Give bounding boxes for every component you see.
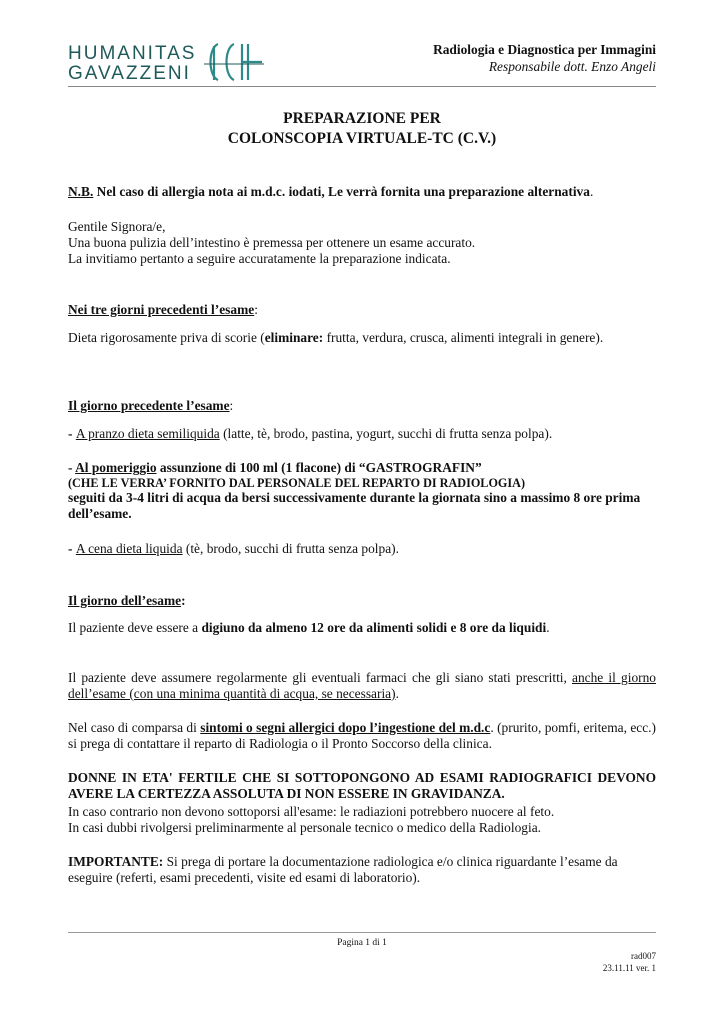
three-days-diet <box>68 330 656 346</box>
women-warning <box>68 770 656 802</box>
fasting-post: . <box>546 620 550 635</box>
intro-line-2: La invitiamo pertanto a seguire accuratamente la preparazione indicata. <box>68 251 451 266</box>
allergy-pre: Nel caso di comparsa di <box>68 720 201 735</box>
medication-post: . <box>395 686 399 701</box>
afternoon-note: (CHE LE VERRA’ FORNITO DAL PERSONALE DEL REPARTO DI RADIOLOGIA) <box>68 476 526 490</box>
women-line-1: In caso contrario non devono sottoporsi all'esame: le radiazioni potrebbero nuocere al feto. <box>68 804 555 819</box>
medication-instruction <box>68 670 656 702</box>
nb-note <box>68 184 656 200</box>
fasting-instruction <box>68 620 656 636</box>
header-rule <box>68 86 656 87</box>
footer-meta <box>603 950 656 974</box>
allergy-bold: sintomi o segni allergici dopo l’ingestione del m.d.c <box>200 720 491 735</box>
fasting-pre: Il paziente deve essere a <box>68 620 202 635</box>
medication-pre: Il paziente deve assumere regolarmente gli eventuali farmaci che gli siano stati prescritti, <box>68 670 573 685</box>
day-before-heading-text: Il giorno precedente l’esame <box>68 398 230 413</box>
greeting: Gentile Signora/e, <box>68 219 166 234</box>
doc-code: rad007 <box>631 951 656 961</box>
dinner-instruction <box>68 541 656 557</box>
nb-end: . <box>589 184 594 199</box>
logo <box>68 40 268 86</box>
nb-label: N.B. <box>68 184 94 199</box>
important-text: Si prega di portare la documentazione radiologica e/o clinica riguardante l’esame da eseguire (referti, esami precedenti, visite ed esami di laboratorio). <box>68 854 618 885</box>
doc-version: 23.11.11 ver. 1 <box>602 963 656 973</box>
diet-eliminate: eliminare: <box>264 330 324 345</box>
lunch-instruction <box>68 426 656 442</box>
footer-rule <box>68 932 656 933</box>
lunch-rest: (latte, tè, brodo, pastina, yogurt, succhi di frutta senza polpa). <box>219 426 553 441</box>
logo-mark-icon <box>204 40 266 84</box>
dinner-dash: - <box>68 541 76 556</box>
afternoon-rest: assunzione di 100 ml (1 flacone) di “GASTROGRAFIN” <box>156 460 482 475</box>
dinner-label: A cena dieta liquida <box>75 541 183 556</box>
day-before-colon: : <box>229 398 234 413</box>
allergy-post: . (prurito, pomfi, eritema, ecc.) si prega di contattare il reparto di Radiologia o il Pronto Soccorso della clinica. <box>68 720 656 751</box>
exam-day-heading <box>68 593 656 609</box>
logo-line-2: GAVAZZENI <box>68 63 191 84</box>
allergy-instruction <box>68 720 656 752</box>
important-note <box>68 854 656 886</box>
afternoon-instruction <box>68 460 656 522</box>
nb-text: Nel caso di allergia nota ai m.d.c. iodati, Le verrà fornita una preparazione alternativa <box>93 184 590 199</box>
diet-pre: Dieta rigorosamente priva di scorie ( <box>68 330 265 345</box>
important-label: IMPORTANTE: <box>68 854 164 869</box>
exam-day-colon: : <box>181 593 186 608</box>
page-title-line-2: COLONSCOPIA VIRTUALE-TC (C.V.) <box>227 130 497 147</box>
medication-underlined: anche il giorno dell’esame (con una minima quantità di acqua, se necessaria) <box>68 670 656 701</box>
dinner-rest: (tè, brodo, succhi di frutta senza polpa). <box>182 541 399 556</box>
fasting-bold: digiuno da almeno 12 ore da alimenti solidi e 8 ore da liquidi <box>201 620 547 635</box>
three-days-heading-text: Nei tre giorni precedenti l’esame <box>68 302 255 317</box>
lunch-label: A pranzo dieta semiliquida <box>75 426 220 441</box>
intro <box>68 219 656 267</box>
department-title: Radiologia e Diagnostica per Immagini <box>433 42 656 57</box>
diet-post: frutta, verdura, crusca, alimenti integrali in genere). <box>323 330 604 345</box>
page-number: Pagina 1 di 1 <box>337 938 387 948</box>
three-days-heading <box>68 302 656 318</box>
day-before-heading <box>68 398 656 414</box>
women-warning-bold: DONNE IN ETA' FERTILE CHE SI SOTTOPONGONO AD ESAMI RADIOGRAFICI DEVONO AVERE LA CERTEZZA ASSOLUTA DI NON ESSERE IN GRAVIDANZA. <box>68 770 656 801</box>
afternoon-label: Al pomeriggio <box>75 460 157 475</box>
logo-line-1: HUMANITAS <box>68 43 197 64</box>
lunch-dash: - <box>68 426 76 441</box>
intro-line-1: Una buona pulizia dell’intestino è premessa per ottenere un esame accurato. <box>68 235 476 250</box>
page-title-line-1: PREPARAZIONE PER <box>283 110 441 127</box>
three-days-colon: : <box>254 302 258 317</box>
exam-day-heading-text: Il giorno dell’esame <box>68 593 182 608</box>
women-notes <box>68 804 656 836</box>
responsible-name: Responsabile dott. Enzo Angeli <box>488 59 656 74</box>
afternoon-dash: - <box>68 460 76 475</box>
women-line-2: In casi dubbi rivolgersi preliminarmente al personale tecnico o medico della Radiologia. <box>68 820 541 835</box>
afternoon-water: seguiti da 3-4 litri di acqua da bersi successivamente durante la giornata sino a massimo 8 ore prima dell’esame. <box>68 490 641 521</box>
